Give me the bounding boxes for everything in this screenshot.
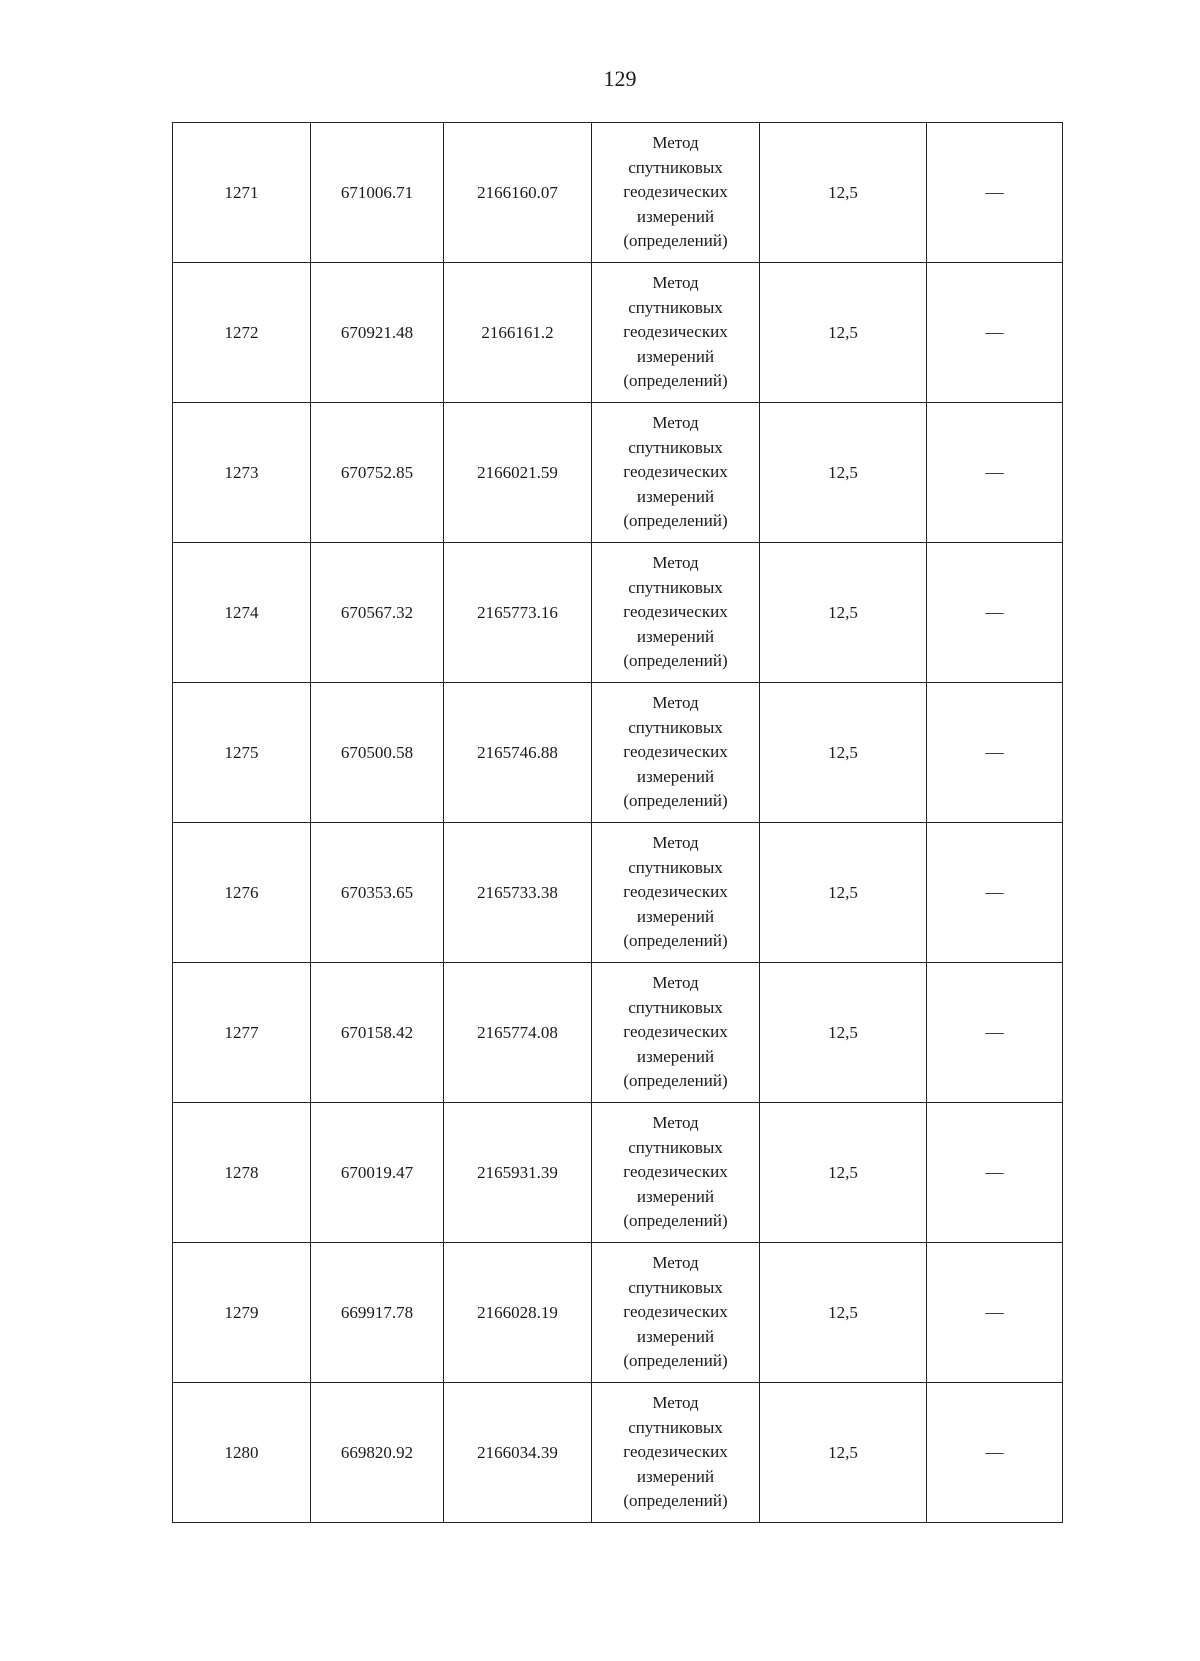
point-number-cell: 1277 xyxy=(173,963,311,1103)
extra-cell: — xyxy=(927,403,1063,543)
method-line: (определений) xyxy=(623,651,728,671)
page-number: 129 xyxy=(603,66,637,91)
method-line: спутниковых xyxy=(628,1277,723,1297)
accuracy-cell: 12,5 xyxy=(760,1383,927,1523)
y-coordinate-cell: 2166021.59 xyxy=(444,403,592,543)
method-line: спутниковых xyxy=(628,997,723,1017)
point-number-cell: 1275 xyxy=(173,683,311,823)
extra-cell: — xyxy=(927,823,1063,963)
y-coordinate-cell: 2166160.07 xyxy=(444,123,592,263)
method-line: геодезических xyxy=(623,882,728,902)
method-cell xyxy=(592,1243,760,1383)
x-coordinate-cell: 670019.47 xyxy=(311,1103,444,1243)
method-cell xyxy=(592,123,760,263)
accuracy-cell: 12,5 xyxy=(760,683,927,823)
method-line: спутниковых xyxy=(628,857,723,877)
method-line: (определений) xyxy=(623,1211,728,1231)
method-line: (определений) xyxy=(623,931,728,951)
method-line: геодезических xyxy=(623,602,728,622)
table-row xyxy=(173,1243,1063,1383)
accuracy-cell: 12,5 xyxy=(760,1103,927,1243)
method-cell xyxy=(592,1383,760,1523)
method-line: Метод xyxy=(652,833,699,853)
extra-cell: — xyxy=(927,683,1063,823)
point-number-cell: 1278 xyxy=(173,1103,311,1243)
method-line: Метод xyxy=(652,1253,699,1273)
method-line: Метод xyxy=(652,413,699,433)
extra-cell: — xyxy=(927,123,1063,263)
point-number-cell: 1276 xyxy=(173,823,311,963)
method-line: Метод xyxy=(652,273,699,293)
table-body xyxy=(173,123,1063,1523)
method-cell xyxy=(592,543,760,683)
method-line: спутниковых xyxy=(628,1417,723,1437)
method-line: (определений) xyxy=(623,1071,728,1091)
method-line: измерений xyxy=(636,766,715,786)
table-row xyxy=(173,543,1063,683)
extra-cell: — xyxy=(927,1383,1063,1523)
method-line: геодезических xyxy=(623,1442,728,1462)
method-line: измерений xyxy=(636,486,715,506)
method-line: измерений xyxy=(636,626,715,646)
method-cell xyxy=(592,1103,760,1243)
y-coordinate-cell: 2165746.88 xyxy=(444,683,592,823)
method-line: спутниковых xyxy=(628,717,723,737)
method-line: спутниковых xyxy=(628,577,723,597)
method-line: измерений xyxy=(636,1466,715,1486)
method-line: спутниковых xyxy=(628,1137,723,1157)
x-coordinate-cell: 669917.78 xyxy=(311,1243,444,1383)
method-line: (определений) xyxy=(623,791,728,811)
method-line: Метод xyxy=(652,693,699,713)
method-line: измерений xyxy=(636,346,715,366)
method-line: Метод xyxy=(652,133,699,153)
point-number-cell: 1272 xyxy=(173,263,311,403)
table-row xyxy=(173,123,1063,263)
table-row xyxy=(173,823,1063,963)
method-line: измерений xyxy=(636,1046,715,1066)
table-row xyxy=(173,263,1063,403)
method-line: измерений xyxy=(636,1326,715,1346)
x-coordinate-cell: 670500.58 xyxy=(311,683,444,823)
extra-cell: — xyxy=(927,263,1063,403)
method-line: (определений) xyxy=(623,1491,728,1511)
method-cell xyxy=(592,403,760,543)
x-coordinate-cell: 669820.92 xyxy=(311,1383,444,1523)
method-line: Метод xyxy=(652,553,699,573)
y-coordinate-cell: 2166034.39 xyxy=(444,1383,592,1523)
method-cell xyxy=(592,683,760,823)
table-row xyxy=(173,963,1063,1103)
method-line: (определений) xyxy=(623,231,728,251)
method-line: измерений xyxy=(636,1186,715,1206)
method-line: (определений) xyxy=(623,1351,728,1371)
accuracy-cell: 12,5 xyxy=(760,823,927,963)
method-line: спутниковых xyxy=(628,437,723,457)
accuracy-cell: 12,5 xyxy=(760,543,927,683)
x-coordinate-cell: 670921.48 xyxy=(311,263,444,403)
method-cell xyxy=(592,263,760,403)
y-coordinate-cell: 2166028.19 xyxy=(444,1243,592,1383)
method-line: Метод xyxy=(652,973,699,993)
method-line: Метод xyxy=(652,1113,699,1133)
y-coordinate-cell: 2165733.38 xyxy=(444,823,592,963)
x-coordinate-cell: 671006.71 xyxy=(311,123,444,263)
extra-cell: — xyxy=(927,1243,1063,1383)
method-line: измерений xyxy=(636,906,715,926)
method-line: Метод xyxy=(652,1393,699,1413)
method-line: геодезических xyxy=(623,182,728,202)
point-number-cell: 1273 xyxy=(173,403,311,543)
method-line: (определений) xyxy=(623,371,728,391)
accuracy-cell: 12,5 xyxy=(760,1243,927,1383)
extra-cell: — xyxy=(927,963,1063,1103)
method-line: геодезических xyxy=(623,462,728,482)
x-coordinate-cell: 670567.32 xyxy=(311,543,444,683)
x-coordinate-cell: 670752.85 xyxy=(311,403,444,543)
point-number-cell: 1274 xyxy=(173,543,311,683)
accuracy-cell: 12,5 xyxy=(760,403,927,543)
table-row xyxy=(173,683,1063,823)
method-line: (определений) xyxy=(623,511,728,531)
method-line: измерений xyxy=(636,206,715,226)
x-coordinate-cell: 670158.42 xyxy=(311,963,444,1103)
point-number-cell: 1271 xyxy=(173,123,311,263)
method-cell xyxy=(592,963,760,1103)
method-cell xyxy=(592,823,760,963)
table-row xyxy=(173,1383,1063,1523)
method-line: спутниковых xyxy=(628,297,723,317)
method-line: геодезических xyxy=(623,1302,728,1322)
table-row xyxy=(173,1103,1063,1243)
accuracy-cell: 12,5 xyxy=(760,263,927,403)
y-coordinate-cell: 2166161.2 xyxy=(444,263,592,403)
extra-cell: — xyxy=(927,1103,1063,1243)
coordinates-table xyxy=(172,122,1063,1523)
y-coordinate-cell: 2165774.08 xyxy=(444,963,592,1103)
accuracy-cell: 12,5 xyxy=(760,963,927,1103)
extra-cell: — xyxy=(927,543,1063,683)
y-coordinate-cell: 2165773.16 xyxy=(444,543,592,683)
method-line: геодезических xyxy=(623,322,728,342)
accuracy-cell: 12,5 xyxy=(760,123,927,263)
y-coordinate-cell: 2165931.39 xyxy=(444,1103,592,1243)
method-line: геодезических xyxy=(623,742,728,762)
point-number-cell: 1279 xyxy=(173,1243,311,1383)
x-coordinate-cell: 670353.65 xyxy=(311,823,444,963)
method-line: спутниковых xyxy=(628,157,723,177)
point-number-cell: 1280 xyxy=(173,1383,311,1523)
method-line: геодезических xyxy=(623,1162,728,1182)
method-line: геодезических xyxy=(623,1022,728,1042)
table-row xyxy=(173,403,1063,543)
